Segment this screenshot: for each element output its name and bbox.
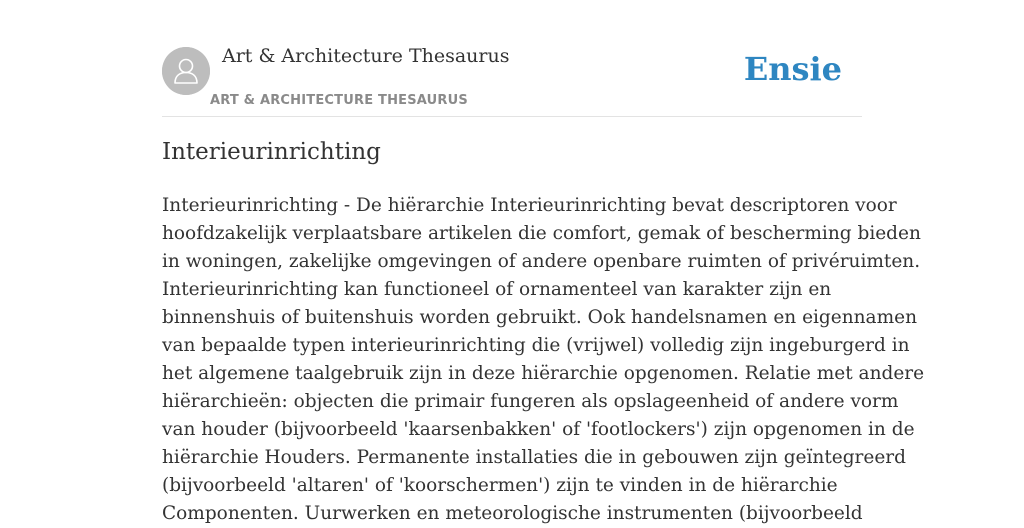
body-line: in woningen, zakelijke omgevingen of andere openbare ruimten of privéruimten. — [162, 251, 921, 272]
body-line: hiërarchie Houders. Permanente installaties die in gebouwen zijn geïntegreerd — [162, 447, 906, 468]
ensie-logo[interactable]: Ensie — [743, 50, 842, 88]
body-line: hoofdzakelijk verplaatsbare artikelen die comfort, gemak of bescherming bieden — [162, 223, 921, 244]
body-line: Componenten. Uurwerken en meteorologische instrumenten (bijvoorbeeld — [162, 503, 863, 524]
body-line: van houder (bijvoorbeeld 'kaarsenbakken' of 'footlockers') zijn opgenomen in de — [162, 419, 915, 440]
site-header — [162, 0, 862, 117]
site-subtitle[interactable]: ART & ARCHITECTURE THESAURUS — [210, 93, 468, 108]
body-line: (bijvoorbeeld 'altaren' of 'koorschermen') zijn te vinden in de hiërarchie — [162, 475, 838, 496]
body-line: hiërarchieën: objecten die primair fungeren als opslageenheid of andere vorm — [162, 391, 899, 412]
author-avatar[interactable] — [162, 47, 210, 95]
body-line: Interieurinrichting - De hiërarchie Interieurinrichting bevat descriptoren voor — [162, 195, 897, 216]
body-line: het algemene taalgebruik zijn in deze hiërarchie opgenomen. Relatie met andere — [162, 363, 925, 384]
body-line: binnenshuis of buitenshuis worden gebruikt. Ook handelsnamen en eigennamen — [162, 307, 917, 328]
article-title: Interieurinrichting — [162, 139, 381, 165]
body-line: van bepaalde typen interieurinrichting die (vrijwel) volledig zijn ingeburgerd in — [162, 335, 910, 356]
site-title[interactable]: Art & Architecture Thesaurus — [222, 45, 510, 67]
article-body — [162, 192, 925, 528]
body-line: Interieurinrichting kan functioneel of ornamenteel van karakter zijn en — [162, 279, 832, 300]
user-icon — [162, 47, 210, 95]
